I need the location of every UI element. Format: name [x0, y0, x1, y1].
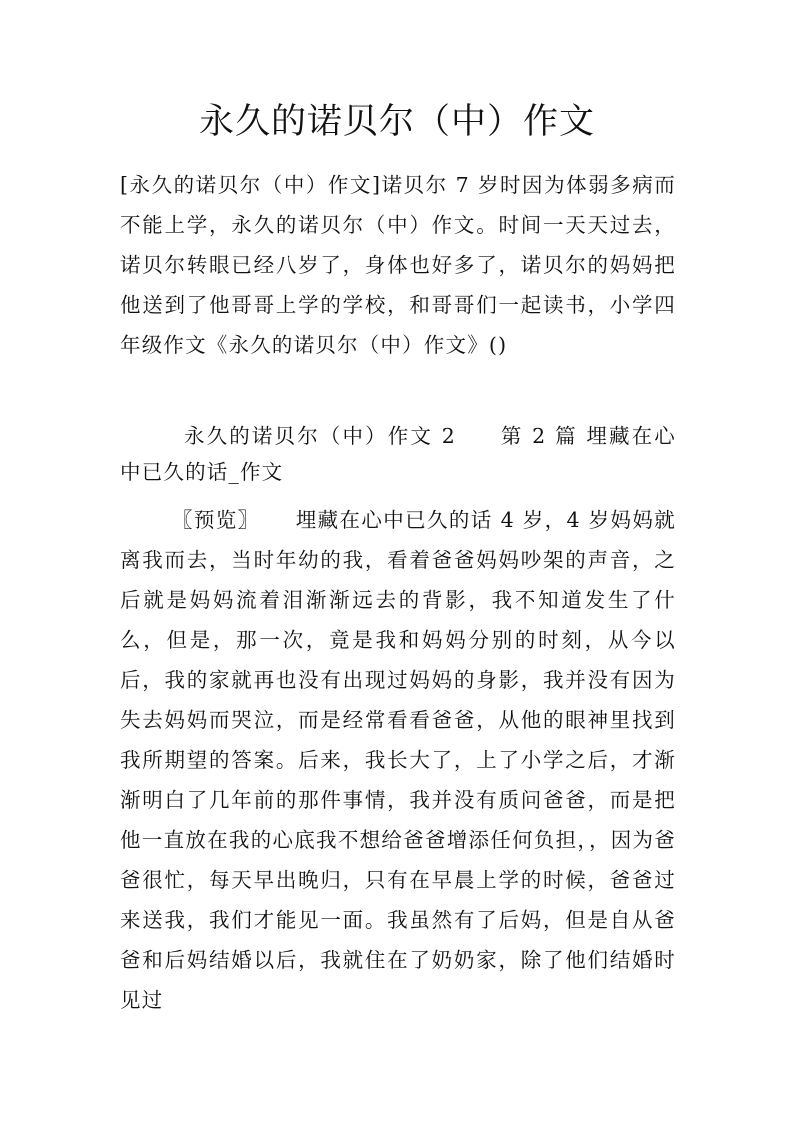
preview-label: 〖预览〗 [172, 508, 260, 532]
body-text: 埋藏在心中已久的话 4 岁，4 岁妈妈就离我而去，当时年幼的我，看着爸爸妈妈吵架的声音，之后就是妈妈流着泪渐渐远去的背影，我不知道发生了什么，但是，那一次，竟是我和妈妈分别的时刻，从今以后，我的家就再也没有出现过妈妈的身影，我并没有因为失去妈妈而哭泣，而是经常看看爸爸，从他的眼神里找到我所期望的答案。后来，我长大了，上了小学之后，才渐渐明白了几年前的那件事情，我并没有质问爸爸，而是把他一直放在我的心底我不想给爸爸增添任何负担，，因为爸爸很忙，每天早出晚归，只有在早晨上学的时候，爸爸过来送我，我们才能见一面。我虽然有了后妈，但是自从爸爸和后妈结婚以后，我就住在了奶奶家，除了他们结婚时见过 [120, 508, 676, 1012]
body-paragraph [120, 500, 676, 1020]
intro-paragraph: [永久的诺贝尔（中）作文]诺贝尔 7 岁时因为体弱多病而不能上学，永久的诺贝尔（中）作文。时间一天天过去，诺贝尔转眼已经八岁了，身体也好多了，诺贝尔的妈妈把他送到了他哥哥上学的学校，和哥哥们一起读书，小学四年级作文《永久的诺贝尔（中）作文》() [120, 173, 676, 357]
document-title: 永久的诺贝尔（中）作文 [198, 102, 595, 142]
section-heading-part2: 第 2 篇 埋藏在心中已久的话_作文 [120, 424, 676, 484]
section-heading-part1: 永久的诺贝尔（中）作文 2 [184, 424, 456, 448]
section-heading [120, 418, 676, 490]
